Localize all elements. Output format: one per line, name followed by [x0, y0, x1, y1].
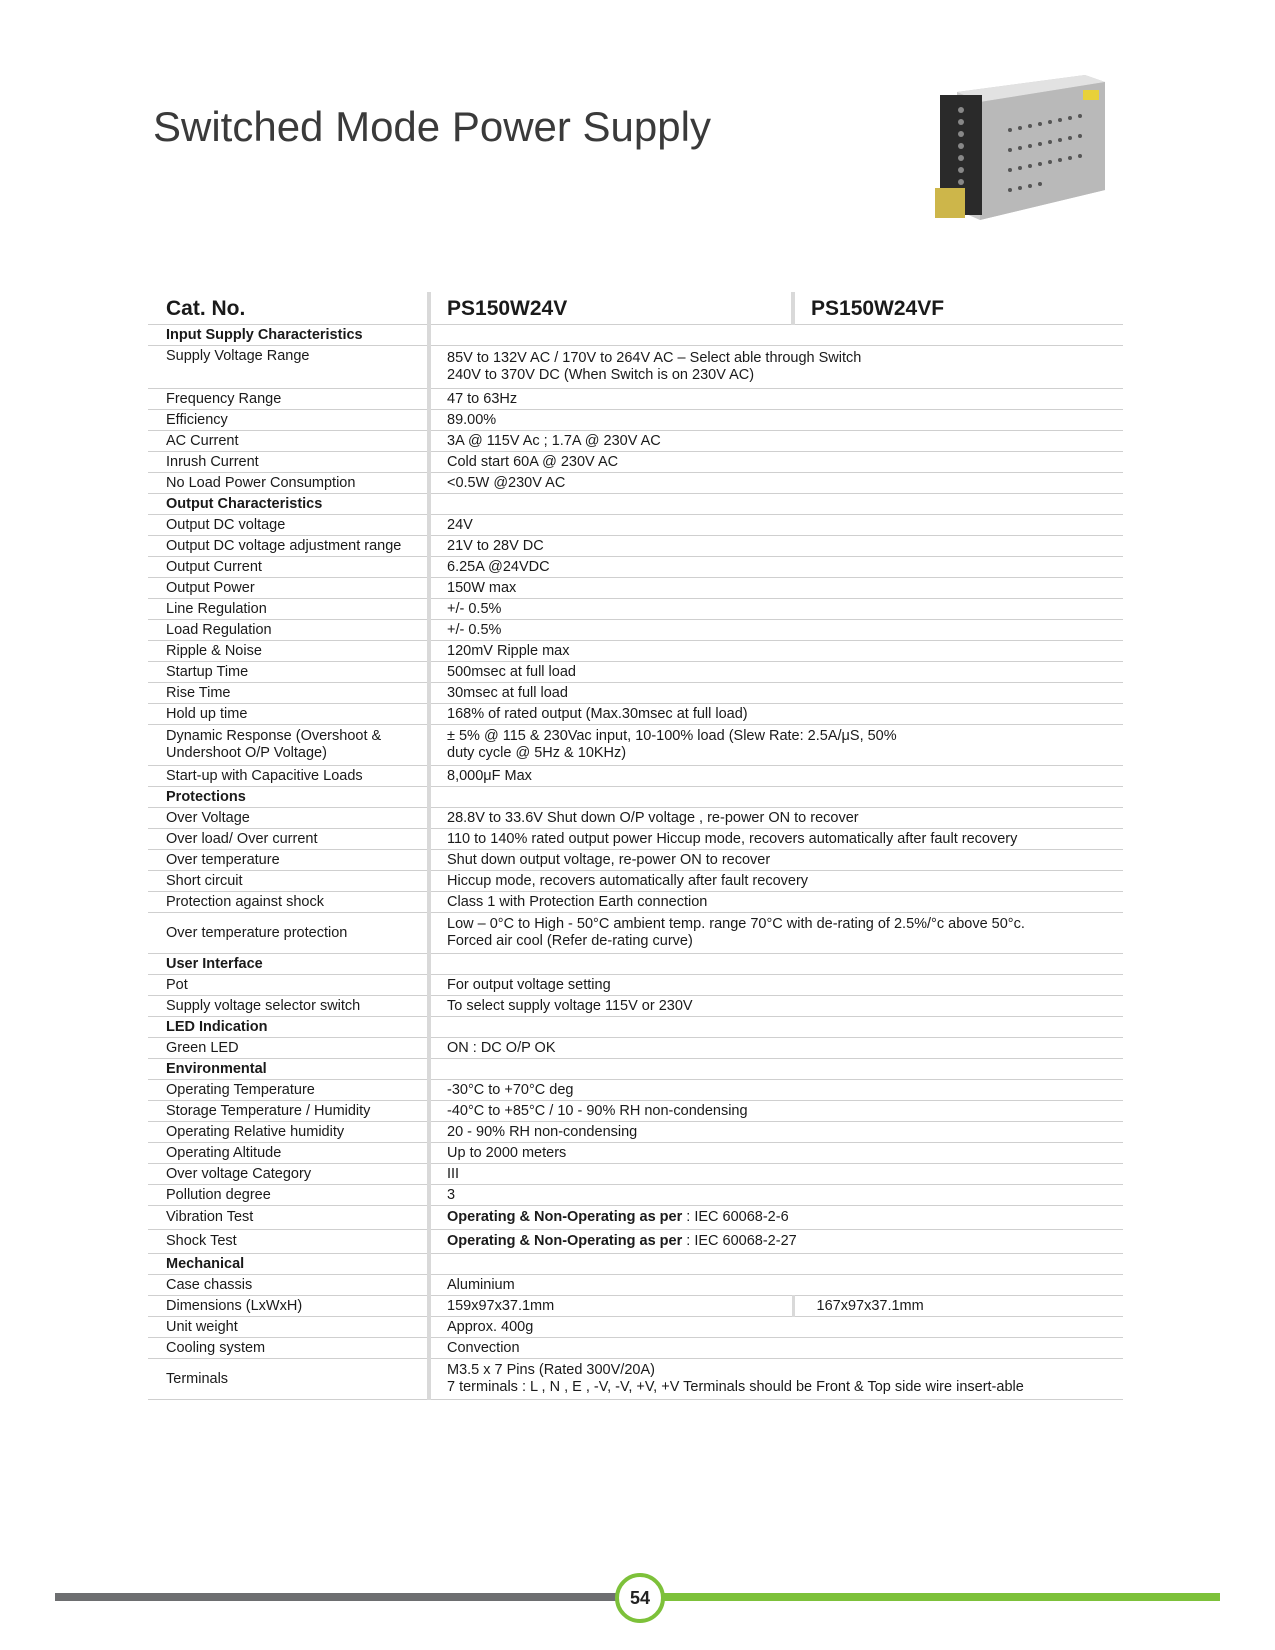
table-row — [148, 1038, 1123, 1059]
spec-label: Operating Altitude — [148, 1143, 429, 1164]
empty-cell — [429, 787, 1123, 808]
table-row — [148, 871, 1123, 892]
table-row — [148, 452, 1123, 473]
spec-label: Over temperature — [148, 850, 429, 871]
model-2-heading: PS150W24VF — [793, 292, 1123, 325]
table-row — [148, 996, 1123, 1017]
empty-cell — [429, 1254, 1123, 1275]
spec-value: ON : DC O/P OK — [429, 1038, 1123, 1059]
section-row — [148, 494, 1123, 515]
section-row — [148, 1017, 1123, 1038]
table-row — [148, 599, 1123, 620]
table-row — [148, 1122, 1123, 1143]
spec-label: Over voltage Category — [148, 1164, 429, 1185]
spec-value-line: duty cycle @ 5Hz & 10KHz) — [447, 745, 627, 761]
spec-value: Hiccup mode, recovers automatically after fault recovery — [429, 871, 1123, 892]
table-row — [148, 1230, 1123, 1254]
spec-value: Cold start 60A @ 230V AC — [429, 452, 1123, 473]
spec-label: Terminals — [148, 1359, 429, 1400]
table-header-row — [148, 292, 1123, 325]
spec-label-line: Undershoot O/P Voltage) — [166, 745, 327, 761]
empty-cell — [429, 954, 1123, 975]
page-title: Switched Mode Power Supply — [153, 103, 711, 150]
spec-label: Case chassis — [148, 1275, 429, 1296]
spec-value — [429, 346, 1123, 389]
table-row — [148, 1143, 1123, 1164]
table-row — [148, 620, 1123, 641]
spec-value: 30msec at full load — [429, 683, 1123, 704]
table-row — [148, 725, 1123, 766]
table-row — [148, 515, 1123, 536]
table-row — [148, 1275, 1123, 1296]
spec-label: Shock Test — [148, 1230, 429, 1254]
table-row — [148, 389, 1123, 410]
spec-value — [429, 725, 1123, 766]
spec-value: <0.5W @230V AC — [429, 473, 1123, 494]
spec-label: Protection against shock — [148, 892, 429, 913]
spec-value: Shut down output voltage, re-power ON to recover — [429, 850, 1123, 871]
spec-label: Hold up time — [148, 704, 429, 725]
table-row — [148, 1101, 1123, 1122]
spec-value: 120mV Ripple max — [429, 641, 1123, 662]
spec-value-line: ± 5% @ 115 & 230Vac input, 10-100% load (Slew Rate: 2.5A/μS, 50% — [447, 728, 897, 744]
spec-value: 47 to 63Hz — [429, 389, 1123, 410]
spec-value: -40°C to +85°C / 10 - 90% RH non-condensing — [429, 1101, 1123, 1122]
spec-value: 150W max — [429, 578, 1123, 599]
spec-label: Green LED — [148, 1038, 429, 1059]
footer-bar-left — [55, 1593, 620, 1601]
spec-label: Startup Time — [148, 662, 429, 683]
spec-label: Dimensions (LxWxH) — [148, 1296, 429, 1317]
table-row — [148, 808, 1123, 829]
model-1-heading: PS150W24V — [429, 292, 793, 325]
spec-label: Cooling system — [148, 1338, 429, 1359]
spec-value-rest: : IEC 60068-2-6 — [682, 1209, 789, 1225]
spec-value: 6.25A @24VDC — [429, 557, 1123, 578]
table-row — [148, 975, 1123, 996]
spec-value: -30°C to +70°C deg — [429, 1080, 1123, 1101]
spec-value: To select supply voltage 115V or 230V — [429, 996, 1123, 1017]
spec-label: Output Power — [148, 578, 429, 599]
section-heading: User Interface — [148, 954, 429, 975]
spec-value: 500msec at full load — [429, 662, 1123, 683]
spec-value: Up to 2000 meters — [429, 1143, 1123, 1164]
table-row — [148, 892, 1123, 913]
table-row — [148, 578, 1123, 599]
empty-cell — [429, 325, 1123, 346]
section-heading: Environmental — [148, 1059, 429, 1080]
table-row — [148, 662, 1123, 683]
spec-label: AC Current — [148, 431, 429, 452]
page-number: 54 — [615, 1573, 665, 1623]
table-row — [148, 683, 1123, 704]
spec-value: 8,000μF Max — [429, 766, 1123, 787]
spec-label: Line Regulation — [148, 599, 429, 620]
table-row — [148, 346, 1123, 389]
spec-label: Short circuit — [148, 871, 429, 892]
section-heading: Mechanical — [148, 1254, 429, 1275]
spec-label-line: Dynamic Response (Overshoot & — [166, 728, 382, 744]
spec-label: Over load/ Over current — [148, 829, 429, 850]
table-row — [148, 1185, 1123, 1206]
spec-value-line: Low – 0°C to High - 50°C ambient temp. range 70°C with de-rating of 2.5%/°c above 50°c. — [447, 916, 1025, 932]
empty-cell — [429, 1059, 1123, 1080]
section-row — [148, 325, 1123, 346]
spec-label: Operating Relative humidity — [148, 1122, 429, 1143]
spec-label: Storage Temperature / Humidity — [148, 1101, 429, 1122]
spec-label: Pot — [148, 975, 429, 996]
section-heading: LED Indication — [148, 1017, 429, 1038]
table-row — [148, 431, 1123, 452]
spec-label: Supply Voltage Range — [148, 346, 429, 389]
spec-label: Output Current — [148, 557, 429, 578]
table-row — [148, 536, 1123, 557]
table-row — [148, 704, 1123, 725]
table-row — [148, 557, 1123, 578]
spec-value: III — [429, 1164, 1123, 1185]
spec-label: Vibration Test — [148, 1206, 429, 1230]
spec-value-rest: : IEC 60068-2-27 — [682, 1233, 797, 1249]
spec-value-line: 240V to 370V DC (When Switch is on 230V AC) — [447, 367, 755, 383]
spec-label: Ripple & Noise — [148, 641, 429, 662]
spec-label: Unit weight — [148, 1317, 429, 1338]
section-heading: Protections — [148, 787, 429, 808]
section-heading: Output Characteristics — [148, 494, 429, 515]
section-row — [148, 787, 1123, 808]
spec-value: 28.8V to 33.6V Shut down O/P voltage , re-power ON to recover — [429, 808, 1123, 829]
table-row — [148, 829, 1123, 850]
section-row — [148, 954, 1123, 975]
table-row — [148, 1080, 1123, 1101]
spec-value: 168% of rated output (Max.30msec at full load) — [429, 704, 1123, 725]
spec-label: Output DC voltage adjustment range — [148, 536, 429, 557]
power-supply-product-image — [935, 70, 1115, 230]
spec-label: Rise Time — [148, 683, 429, 704]
spec-value — [429, 913, 1123, 954]
footer-bar-right — [655, 1593, 1220, 1601]
spec-value: 3 — [429, 1185, 1123, 1206]
spec-label — [148, 725, 429, 766]
spec-value-model-2: 167x97x37.1mm — [793, 1296, 1123, 1317]
section-row — [148, 1254, 1123, 1275]
spec-label: Load Regulation — [148, 620, 429, 641]
spec-value-bold: Operating & Non-Operating as per — [447, 1209, 683, 1225]
spec-value: Approx. 400g — [429, 1317, 1123, 1338]
table-row — [148, 913, 1123, 954]
section-heading: Input Supply Characteristics — [148, 325, 429, 346]
table-row — [148, 1296, 1123, 1317]
spec-value — [429, 1206, 1123, 1230]
spec-value: 89.00% — [429, 410, 1123, 431]
table-row — [148, 473, 1123, 494]
spec-value: Aluminium — [429, 1275, 1123, 1296]
table-row — [148, 1359, 1123, 1400]
spec-label: No Load Power Consumption — [148, 473, 429, 494]
table-row — [148, 766, 1123, 787]
spec-value — [429, 1359, 1123, 1400]
spec-value-bold: Operating & Non-Operating as per — [447, 1233, 683, 1249]
spec-value-model-1: 159x97x37.1mm — [429, 1296, 793, 1317]
spec-value: 21V to 28V DC — [429, 536, 1123, 557]
spec-table — [148, 292, 1123, 1400]
spec-label: Start-up with Capacitive Loads — [148, 766, 429, 787]
spec-value — [429, 1230, 1123, 1254]
spec-label: Over Voltage — [148, 808, 429, 829]
spec-value: Class 1 with Protection Earth connection — [429, 892, 1123, 913]
spec-label: Operating Temperature — [148, 1080, 429, 1101]
spec-label: Over temperature protection — [148, 913, 429, 954]
spec-value-line: M3.5 x 7 Pins (Rated 300V/20A) — [447, 1362, 655, 1378]
spec-label: Output DC voltage — [148, 515, 429, 536]
section-row — [148, 1059, 1123, 1080]
table-row — [148, 1206, 1123, 1230]
spec-label: Supply voltage selector switch — [148, 996, 429, 1017]
table-row — [148, 850, 1123, 871]
spec-value: 110 to 140% rated output power Hiccup mode, recovers automatically after fault recovery — [429, 829, 1123, 850]
table-row — [148, 641, 1123, 662]
spec-value-line: 7 terminals : L , N , E , -V, -V, +V, +V Terminals should be Front & Top side wire insert-able — [447, 1379, 1024, 1395]
spec-value: For output voltage setting — [429, 975, 1123, 996]
spec-value: 3A @ 115V Ac ; 1.7A @ 230V AC — [429, 431, 1123, 452]
cat-no-label: Cat. No. — [148, 292, 429, 325]
spec-label: Inrush Current — [148, 452, 429, 473]
table-row — [148, 1338, 1123, 1359]
empty-cell — [429, 494, 1123, 515]
spec-value: 24V — [429, 515, 1123, 536]
table-row — [148, 410, 1123, 431]
spec-label: Efficiency — [148, 410, 429, 431]
spec-value: Convection — [429, 1338, 1123, 1359]
spec-value-line: 85V to 132V AC / 170V to 264V AC – Select able through Switch — [447, 350, 862, 366]
table-row — [148, 1164, 1123, 1185]
spec-value-line: Forced air cool (Refer de-rating curve) — [447, 933, 693, 949]
spec-value: +/- 0.5% — [429, 620, 1123, 641]
spec-label: Pollution degree — [148, 1185, 429, 1206]
table-row — [148, 1317, 1123, 1338]
empty-cell — [429, 1017, 1123, 1038]
spec-value: +/- 0.5% — [429, 599, 1123, 620]
spec-label: Frequency Range — [148, 389, 429, 410]
spec-value: 20 - 90% RH non-condensing — [429, 1122, 1123, 1143]
